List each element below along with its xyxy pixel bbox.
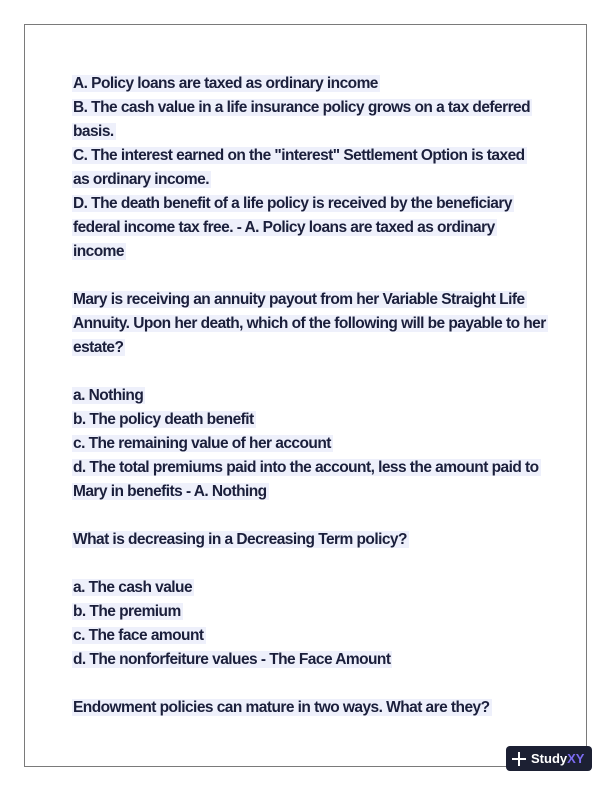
line-text: d. The nonforfeiture values - The Face Amount <box>73 651 391 668</box>
line-text: B. The cash value in a life insurance policy grows on a tax deferred <box>73 99 531 116</box>
line-text: estate? <box>73 339 124 356</box>
line-text: c. The remaining value of her account <box>73 435 331 452</box>
line-text: b. The policy death benefit <box>73 411 254 428</box>
line-text: D. The death benefit of a life policy is received by the beneficiary <box>73 195 512 212</box>
line-text: Annuity. Upon her death, which of the following will be payable to her <box>73 315 546 332</box>
text-line <box>72 600 552 624</box>
line-text: as ordinary income. <box>73 171 209 188</box>
text-line <box>72 168 552 192</box>
line-text: C. The interest earned on the "interest" Settlement Option is taxed <box>73 147 525 164</box>
brand-name-primary: Study <box>531 751 568 766</box>
text-line <box>72 312 552 336</box>
blank-line <box>72 672 552 696</box>
text-line <box>72 696 552 720</box>
text-line <box>72 288 552 312</box>
line-text: c. The face amount <box>73 627 204 644</box>
line-text: Endowment policies can mature in two ways. What are they? <box>73 699 490 716</box>
brand-name-accent: XY <box>567 751 585 766</box>
brand-name <box>531 751 584 766</box>
line-text: d. The total premiums paid into the account, less the amount paid to <box>73 459 539 476</box>
blank-line <box>72 264 552 288</box>
line-text: Mary is receiving an annuity payout from her Variable Straight Life <box>73 291 525 308</box>
line-text: basis. <box>73 123 114 140</box>
document-body <box>72 72 552 720</box>
text-line <box>72 576 552 600</box>
text-line <box>72 336 552 360</box>
text-line <box>72 408 552 432</box>
text-line <box>72 480 552 504</box>
text-line <box>72 216 552 240</box>
text-line <box>72 144 552 168</box>
text-line <box>72 96 552 120</box>
line-text: Mary in benefits - A. Nothing <box>73 483 267 500</box>
line-text: federal income tax free. - A. Policy loans are taxed as ordinary <box>73 219 495 236</box>
text-line <box>72 192 552 216</box>
blank-line <box>72 552 552 576</box>
line-text: What is decreasing in a Decreasing Term policy? <box>73 531 407 548</box>
text-line <box>72 384 552 408</box>
line-text: A. Policy loans are taxed as ordinary income <box>73 75 378 92</box>
blank-line <box>72 360 552 384</box>
line-text: b. The premium <box>73 603 181 620</box>
text-line <box>72 120 552 144</box>
text-line <box>72 648 552 672</box>
line-text: income <box>73 243 124 260</box>
plus-icon <box>512 752 526 766</box>
studyxy-badge[interactable] <box>506 746 592 771</box>
line-text: a. Nothing <box>73 387 144 404</box>
blank-line <box>72 504 552 528</box>
text-line <box>72 72 552 96</box>
text-line <box>72 240 552 264</box>
text-line <box>72 456 552 480</box>
text-line <box>72 528 552 552</box>
text-line <box>72 624 552 648</box>
text-line <box>72 432 552 456</box>
line-text: a. The cash value <box>73 579 193 596</box>
